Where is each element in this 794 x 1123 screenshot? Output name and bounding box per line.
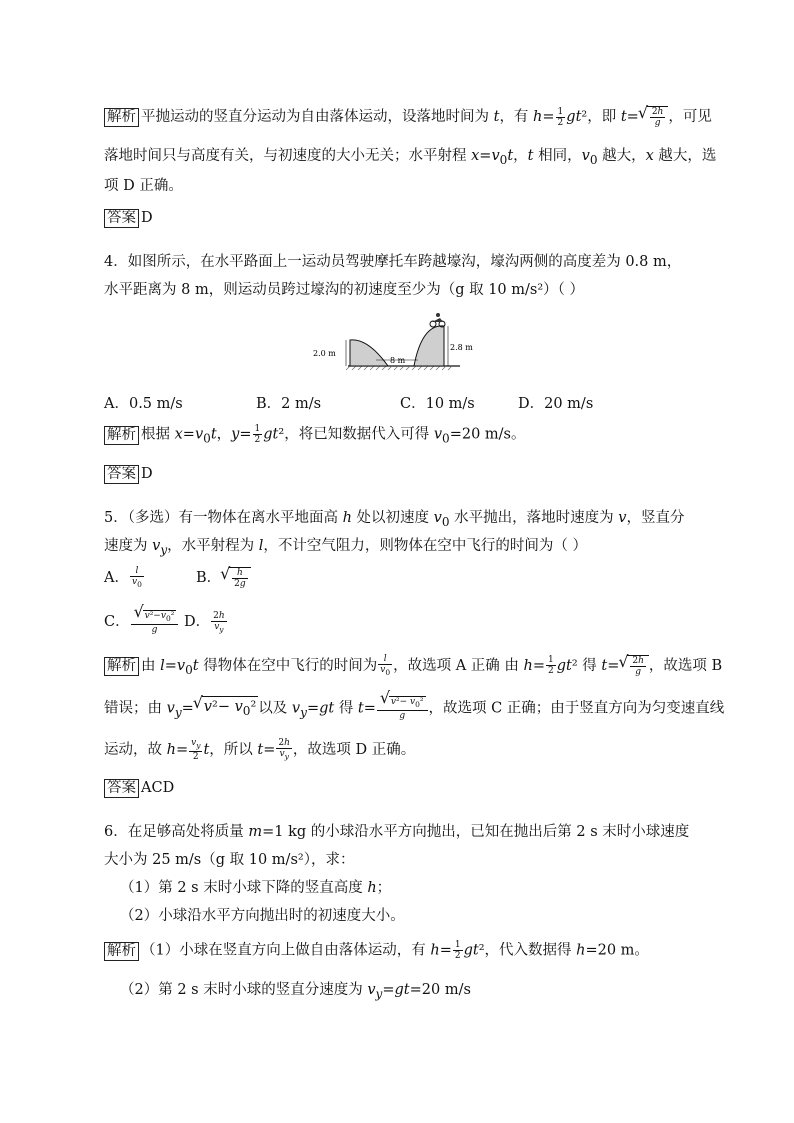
q6-question-line-2: 大小为 25 m/s（g 取 10 m/s²），求： <box>104 852 355 868</box>
q5-option-a[interactable]: A． $\frac{l}{v_0}$ <box>104 566 142 589</box>
q4-option-d[interactable]: D．20 m/s <box>518 396 594 412</box>
q3-solution-line-3: 项 D 正确。 <box>104 178 183 194</box>
solution-tag: 解析 <box>104 657 139 676</box>
q5-question-line-2: 速度为 $v_y$，水平射程为 l，不计空气阻力，则物体在空中飞行的时间为（ ） <box>104 538 587 557</box>
q4-solution: 解析 根据 $x=v_0t$，y= $\frac{1}{2}$ gt²，将已知数据代入可得 $v_0=20$ m/s。 <box>104 424 526 448</box>
q6-part-2: （2）小球沿水平方向抛出时的初速度大小。 <box>120 908 405 924</box>
q4-answer: 答案 D <box>104 464 153 484</box>
q5-option-b[interactable]: B． √ $\frac{h}{2g}$ <box>196 570 251 586</box>
q3-answer: 答案 D <box>104 208 153 228</box>
q5-question-line-1: 5．（多选）有一物体在离水平地面高 h 处以初速度 $v_0$ 水平抛出，落地时速度为 v，竖直分 <box>104 510 685 529</box>
q5-solution-line-3: 运动，故 h= $\frac{v_y}{2}$ t，所以 t= $\frac{2h}{v_y}$ ，故选项 D 正确。 <box>104 738 416 762</box>
q6-question-line-1: 6．在足够高处将质量 m=1 kg 的小球沿水平方向抛出，已知在抛出后第 2 s 末时小球速度 <box>104 824 690 840</box>
q5-solution-line-2: 错误；由 $v_y=√$ $v^2- v_0^2$ 以及 $v_y=gt$ 得 t= √ $\frac{v^2- v_0^2}{g}$ ，故选项 C 正确；由于竖直方向为匀变速直线 <box>104 696 724 722</box>
q6-part-1: （1）第 2 s 末时小球下降的竖直高度 h； <box>120 880 392 896</box>
q5-options-ab <box>104 566 251 590</box>
q3-solution-line-1: 解析 平抛运动的竖直分运动为自由落体运动，设落地时间为 t，有 h= $\frac{1}{2}$ gt²，即 t= √ $\frac{2h}{g}$ ，可见 <box>104 106 712 128</box>
q5-option-c[interactable]: C． √ $\frac{v^2-v_0^2}{g}$ <box>104 614 179 630</box>
q5-option-d[interactable]: D． $\frac{2h}{v_y}$ <box>183 610 225 634</box>
motorcycle-icon <box>430 313 445 327</box>
q4-option-b[interactable]: B．2 m/s <box>256 396 322 412</box>
solution-tag: 解析 <box>104 426 139 445</box>
q4-option-c[interactable]: C．10 m/s <box>400 396 475 412</box>
fig-left-height: 2.0 m <box>313 349 336 358</box>
answer-tag: 答案 <box>104 779 139 798</box>
answer-tag: 答案 <box>104 465 139 484</box>
answer-tag: 答案 <box>104 209 139 228</box>
q4-question-line-2: 水平距离为 8 m，则运动员跨过壕沟的初速度至少为（g 取 10 m/s²）（ ） <box>104 282 584 298</box>
q5-solution-line-1: 解析 由 $l=v_0t$ 得物体在空中飞行的时间为 $\frac{l}{v_0}$ ，故选项 A 正确 由 h= $\frac{1}{2}$ gt² 得 t= √ $\frac{2h}{g}$ ，故选项 B <box>104 654 722 680</box>
q4-options <box>104 394 593 414</box>
q3-solution-line-2: 落地时间只与高度有关，与初速度的大小无关；水平射程 $x=v_0t$，t 相同，$v_0$ 越大，x 越大，选 <box>104 148 717 167</box>
fig-distance: 8 m <box>390 356 406 365</box>
q6-solution-line-1: 解析 （1）小球在竖直方向上做自由落体运动，有 h= $\frac{1}{2}$ gt²，代入数据得 h=20 m。 <box>104 940 649 961</box>
q4-question-line-1: 4．如图所示，在水平路面上一运动员驾驶摩托车跨越壕沟，壕沟两侧的高度差为 0.8 m， <box>104 254 682 270</box>
q6-solution-line-2: （2）第 2 s 末时小球的竖直分速度为 $v_y=gt=20$ m/s <box>120 982 471 1001</box>
solution-tag: 解析 <box>104 108 139 127</box>
q5-answer: 答案 ACD <box>104 778 174 798</box>
solution-tag: 解析 <box>104 942 139 961</box>
q5-options-cd <box>104 610 228 635</box>
fig-right-height: 2.8 m <box>450 343 473 352</box>
q4-option-a[interactable]: A．0.5 m/s <box>104 396 183 412</box>
trench-figure <box>310 312 490 372</box>
